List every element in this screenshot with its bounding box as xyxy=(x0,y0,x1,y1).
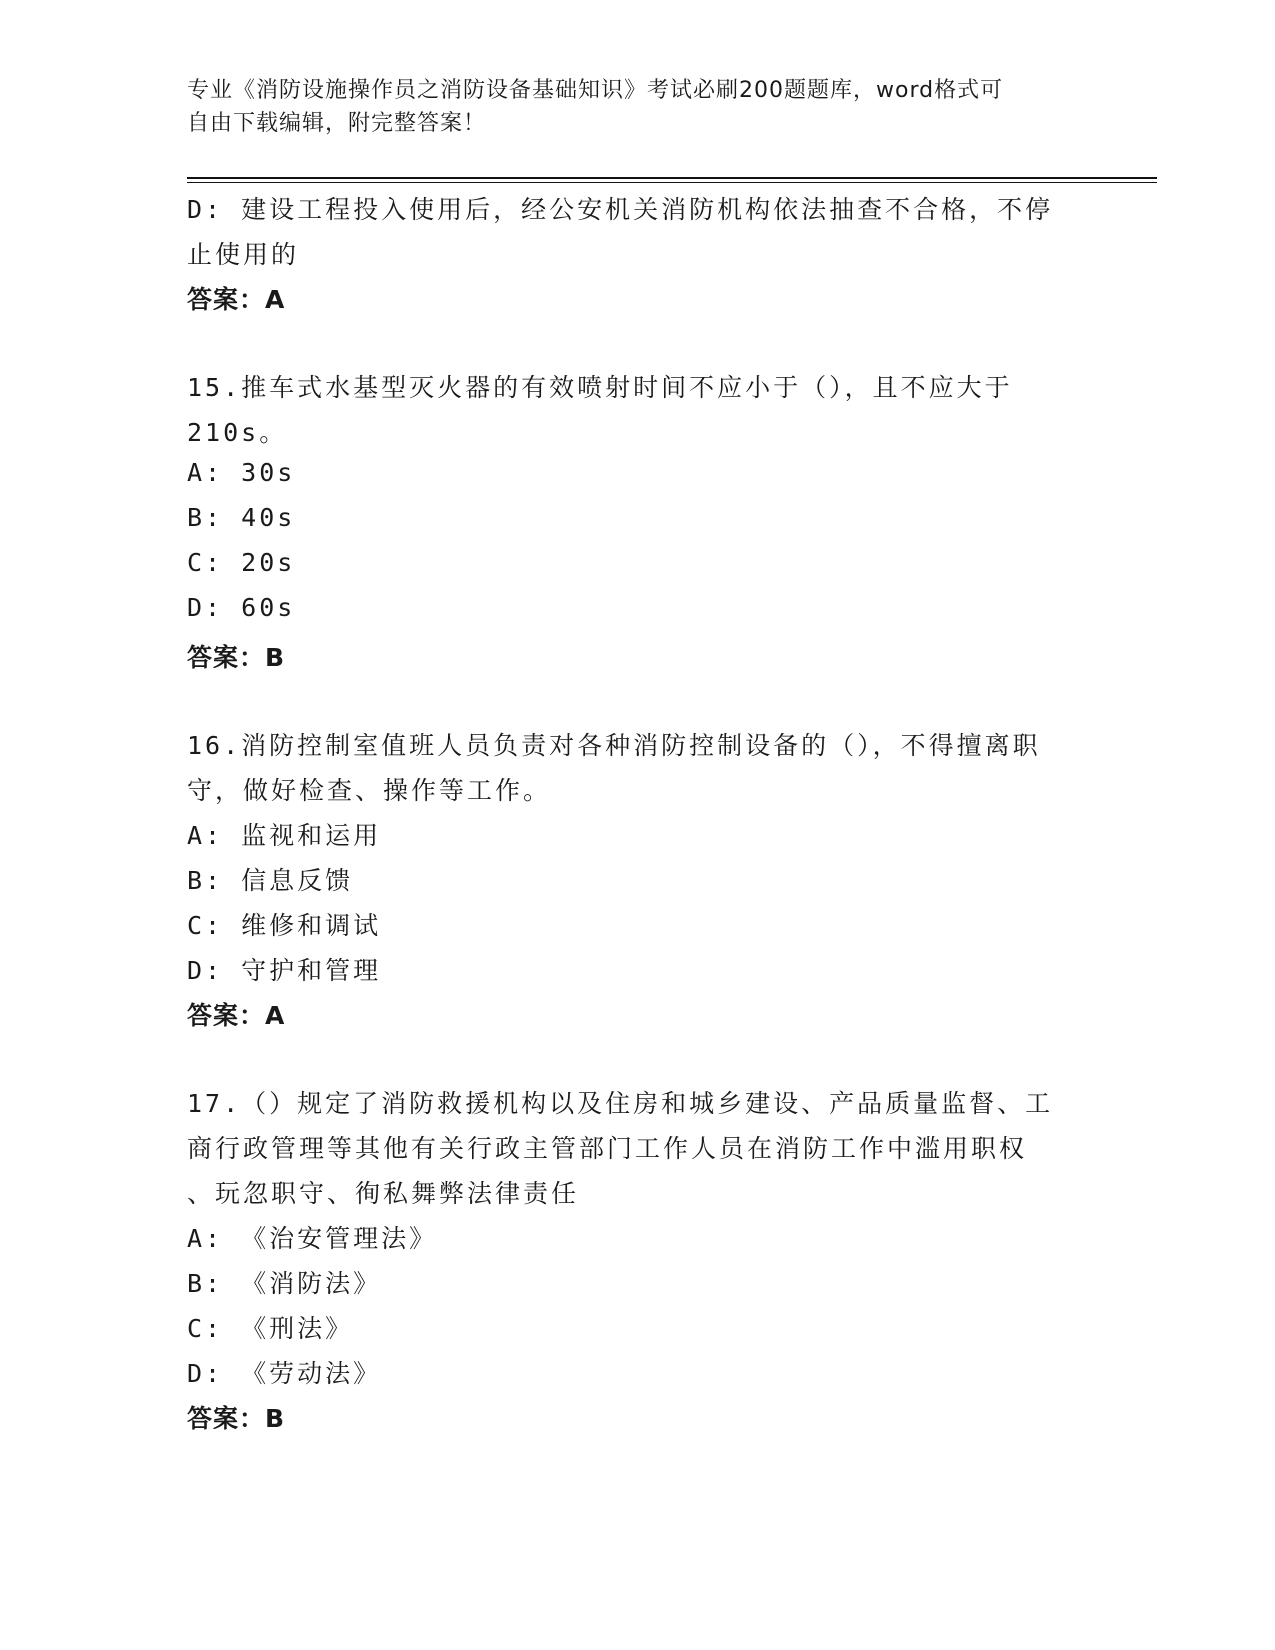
q17-stem-line-1: 17.（）规定了消防救援机构以及住房和城乡建设、产品质量监督、工 xyxy=(187,1089,1054,1118)
q16-stem-line-1: 16.消防控制室值班人员负责对各种消防控制设备的（），不得擅离职 xyxy=(187,731,1041,760)
q16-option-c: C: 维修和调试 xyxy=(187,911,382,940)
q17-answer: 答案：B xyxy=(187,1404,286,1433)
header-divider-thin xyxy=(187,182,1157,183)
q17-option-d: D: 《劳动法》 xyxy=(187,1359,382,1388)
q16-option-d: D: 守护和管理 xyxy=(187,956,382,985)
q15-stem-line-1: 15.推车式水基型灭火器的有效喷射时间不应小于（），且不应大于 xyxy=(187,373,1013,402)
header-divider-thick xyxy=(187,177,1157,179)
q17-option-c: C: 《刑法》 xyxy=(187,1314,354,1343)
q15-stem-line-2: 210s。 xyxy=(187,418,288,447)
q16-option-b: B: 信息反馈 xyxy=(187,866,354,895)
q16-answer: 答案：A xyxy=(187,1001,286,1030)
q17-option-b: B: 《消防法》 xyxy=(187,1269,382,1298)
q17-stem-line-2: 商行政管理等其他有关行政主管部门工作人员在消防工作中滥用职权 xyxy=(187,1134,1028,1163)
document-header xyxy=(187,74,1067,140)
header-title-line-1: 专业《消防设施操作员之消防设备基础知识》考试必刷200题题库，word格式可 xyxy=(187,78,1004,103)
prev-question-option-d-line-1: D: 建设工程投入使用后，经公安机关消防机构依法抽查不合格，不停 xyxy=(187,195,1054,224)
q16-option-a: A: 监视和运用 xyxy=(187,821,382,850)
q15-answer: 答案：B xyxy=(187,643,286,672)
q16-stem-line-2: 守，做好检查、操作等工作。 xyxy=(187,776,552,805)
q17-stem-line-3: 、玩忽职守、徇私舞弊法律责任 xyxy=(187,1179,580,1208)
q15-option-d: D: 60s xyxy=(187,593,296,622)
q15-option-a: A: 30s xyxy=(187,458,296,487)
q15-option-b: B: 40s xyxy=(187,503,296,532)
prev-question-option-d-line-2: 止使用的 xyxy=(187,240,300,269)
prev-question-answer: 答案：A xyxy=(187,285,286,314)
header-title-line-2: 自由下载编辑，附完整答案！ xyxy=(187,111,487,136)
q17-option-a: A: 《治安管理法》 xyxy=(187,1224,438,1253)
q15-option-c: C: 20s xyxy=(187,548,296,577)
